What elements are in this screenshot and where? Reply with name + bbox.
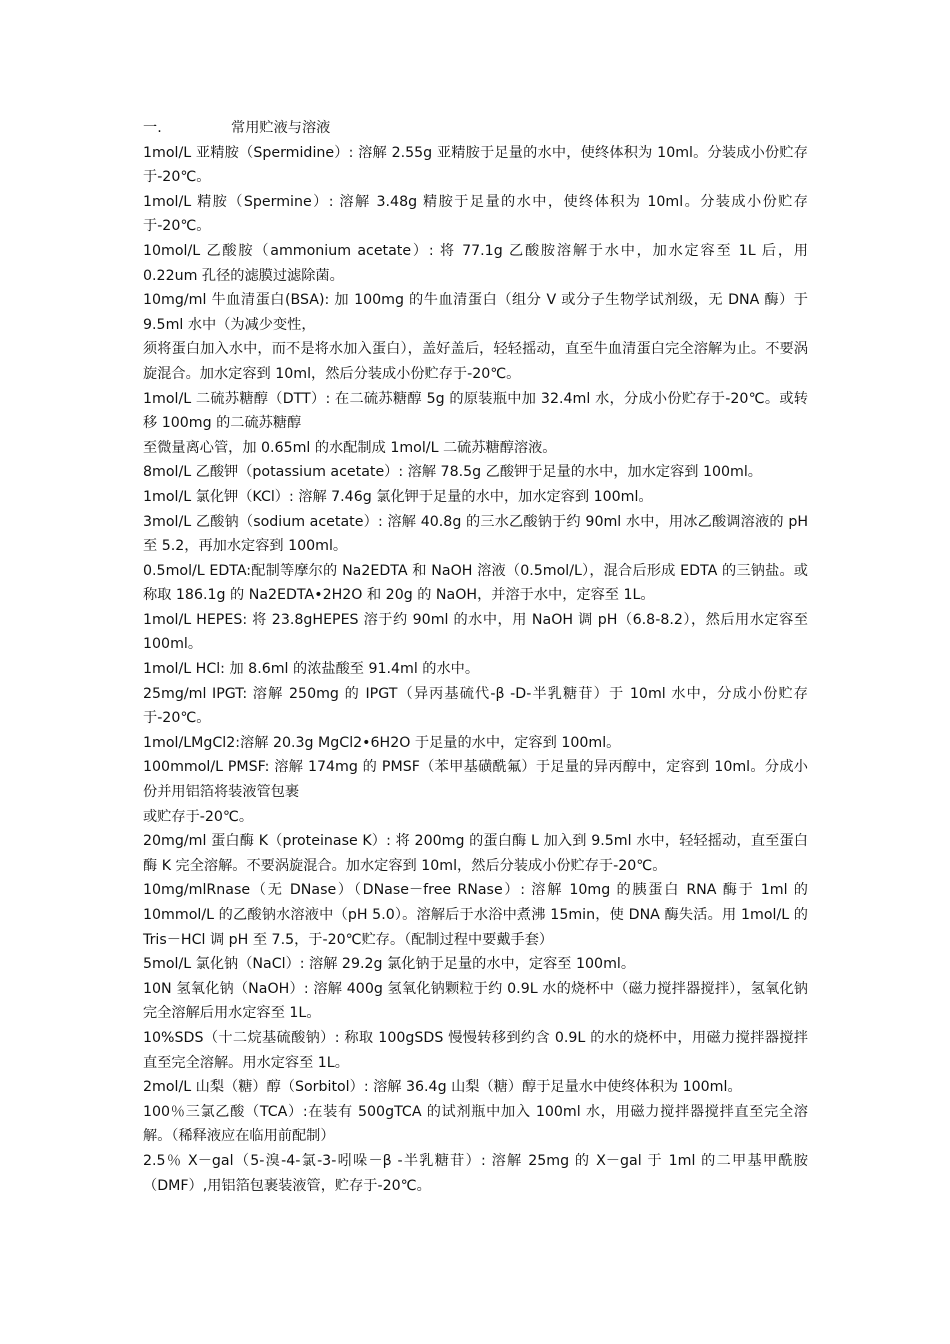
paragraph-naoh: 10N 氢氧化钠（NaOH）: 溶解 400g 氢氧化钠颗粒于约 0.9L 水的烧杯中（磁力搅拌器搅拌），氢氧化钠完全溶解后用水定容至 1L。 (143, 980, 808, 1022)
paragraph-bsa-continued: 须将蛋白加入水中，而不是将水加入蛋白），盖好盖后，轻轻摇动，直至牛血清蛋白完全溶解为止。不要涡旋混合。加水定容到 10ml，然后分装成小份贮存于-20℃。 (143, 341, 808, 382)
paragraph-spermine: 1mol/L 精胺（Spermine）: 溶解 3.48g 精胺于足量的水中，使终体积为 10ml。分装成小份贮存于-20℃。 (143, 193, 808, 235)
section-title: 常用贮液与溶液 (231, 120, 331, 136)
paragraph-pmsf-continued: 或贮存于-20℃。 (143, 808, 254, 825)
paragraph-kcl: 1mol/L 氯化钾（KCl）: 溶解 7.46g 氯化钾于足量的水中，加水定容到 100ml。 (143, 488, 653, 505)
paragraph-edta: 0.5mol/L EDTA:配制等摩尔的 Na2EDTA 和 NaOH 溶液（0.5mol/L），混合后形成 EDTA 的三钠盐。或称取 186.1g 的 Na2EDTA•2H2O 和 20g 的 NaOH，并溶于水中，定容至 1L。 (143, 562, 808, 604)
paragraph-spermidine: 1mol/L 亚精胺（Spermidine）: 溶解 2.55g 亚精胺于足量的水中，使终体积为 10ml。分装成小份贮存于-20℃。 (143, 144, 808, 186)
paragraph-proteinase-k: 20mg/ml 蛋白酶 K（proteinase K）: 将 200mg 的蛋白酶 L 加入到 9.5ml 水中，轻轻摇动，直至蛋白酶 K 完全溶解。不要涡旋混合。加水定容到 10ml，然后分装成小份贮存于-20℃。 (143, 833, 808, 874)
paragraph-bsa: 10mg/ml 牛血清蛋白(BSA): 加 100mg 的牛血清蛋白（组分 V 或分子生物学试剂级，无 DNA 酶）于 9.5ml 水中（为减少变性， (143, 292, 808, 333)
paragraph-dtt-continued: 至微量离心管，加 0.65ml 的水配制成 1mol/L 二硫苏糖醇溶液。 (143, 439, 557, 456)
paragraph-ammonium-acetate: 10mol/L 乙酸胺（ammonium acetate）: 将 77.1g 乙酸胺溶解于水中，加水定容至 1L 后，用 0.22um 孔径的滤膜过滤除菌。 (143, 242, 808, 284)
paragraph-ipgt: 25mg/ml IPGT: 溶解 250mg 的 IPGT（异丙基硫代-β -D-半乳糖苷）于 10ml 水中，分成小份贮存于-20℃。 (143, 685, 808, 727)
paragraph-sds: 10%SDS（十二烷基硫酸钠）: 称取 100gSDS 慢慢转移到约含 0.9L 的水的烧杯中，用磁力搅拌器搅拌直至完全溶解。用水定容至 1L。 (143, 1029, 808, 1071)
paragraph-nacl: 5mol/L 氯化钠（NaCl）: 溶解 29.2g 氯化钠于足量的水中，定容至 100ml。 (143, 956, 636, 973)
paragraph-hepes: 1mol/L HEPES: 将 23.8gHEPES 溶于约 90ml 的水中，用 NaOH 调 pH（6.8-8.2），然后用水定容至 100ml。 (143, 611, 808, 653)
paragraph-pmsf: 100mmol/L PMSF: 溶解 174mg 的 PMSF（苯甲基磺酰氟）于足量的异丙醇中，定容到 10ml。分成小份并用铝箔将装液管包裹 (143, 759, 808, 801)
paragraph-sodium-acetate: 3mol/L 乙酸钠（sodium acetate）: 溶解 40.8g 的三水乙酸钠于约 90ml 水中，用冰乙酸调溶液的 pH 至 5.2，再加水定容到 100ml。 (143, 513, 808, 555)
section-heading (143, 116, 808, 141)
document-body (143, 116, 808, 1198)
paragraph-mgcl2: 1mol/LMgCl2:溶解 20.3g MgCl2•6H2O 于足量的水中，定容到 100ml。 (143, 734, 621, 751)
paragraph-rnase: 10mg/mlRnase（无 DNase）（DNase－free RNase）: 溶解 10mg 的胰蛋白 RNA 酶于 1ml 的 10mmol/L 的乙酸钠水溶液中（pH 5.0）。溶解后于水浴中煮沸 15min，使 DNA 酶失活。用 1mol/L 的 Tris－HCl 调 pH 至 7.5，于-20℃贮存。（配制过程中要戴手套） (143, 882, 808, 948)
paragraph-dtt: 1mol/L 二硫苏糖醇（DTT）: 在二硫苏糖醇 5g 的原装瓶中加 32.4ml 水，分成小份贮存于-20℃。或转移 100mg 的二硫苏糖醇 (143, 390, 808, 432)
paragraph-tca: 100％三氯乙酸（TCA）:在装有 500gTCA 的试剂瓶中加入 100ml 水，用磁力搅拌器搅拌直至完全溶解。（稀释液应在临用前配制） (143, 1103, 808, 1145)
paragraph-sorbitol: 2mol/L 山梨（糖）醇（Sorbitol）: 溶解 36.4g 山梨（糖）醇于足量水中使终体积为 100ml。 (143, 1079, 742, 1096)
paragraph-potassium-acetate: 8mol/L 乙酸钾（potassium acetate）: 溶解 78.5g 乙酸钾于足量的水中，加水定容到 100ml。 (143, 464, 762, 481)
paragraph-hcl: 1mol/L HCl: 加 8.6ml 的浓盐酸至 91.4ml 的水中。 (143, 661, 480, 678)
section-number: 一. (143, 120, 162, 136)
paragraph-x-gal: 2.5％ X－gal（5-溴-4-氯-3-吲哚－β -半乳糖苷）: 溶解 25mg 的 X－gal 于 1ml 的二甲基甲酰胺（DMF）,用铝箔包裹装液管，贮存于-20℃。 (143, 1152, 808, 1194)
